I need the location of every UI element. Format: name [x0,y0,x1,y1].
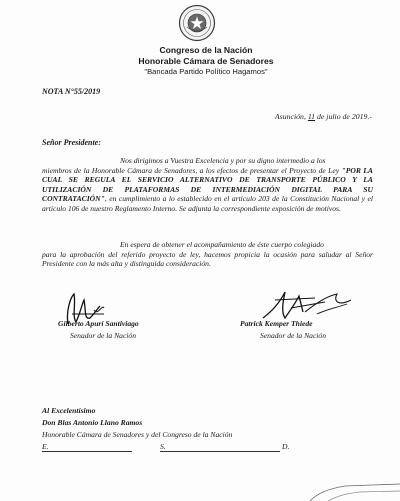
addressee-s-label: S. [160,442,280,452]
paragraph-1-body [42,166,373,214]
nota-label: NOTA N° [42,87,74,96]
paragraph-2 [42,240,373,269]
letterhead-party: "Bancada Partido Político Hagamos" [144,67,268,76]
date-day: 11 [307,112,316,121]
paragraph-2-rest: para la aprobación del referido proyecto de ley, hacemos propicia la ocasión para saludar al Señor Presidente con la más alta y distinguida consideración. [42,249,373,269]
nota-handwritten-number: 55 [73,87,82,96]
paragraph-1 [42,156,374,214]
addressee-honorific: Al Excelentísimo [42,406,96,415]
paragraph-1-rest: , en cumplimiento a lo establecido en el artículo 203 de la Constitución Nacional y el artículo 106 de nuestro Reglamento Interno. Se adjunta la correspondiente exposición de motivos. [42,194,373,213]
signatory-1-role: Senador de la Nación [70,331,137,340]
paragraph-2-first-line: En espera de obtener el acompañamiento de éste cuerpo colegiado [120,240,324,249]
letterhead-chamber: Honorable Cámara de Senadores [138,56,274,66]
salutation: Señor Presidente: [42,138,101,147]
letter-date [275,112,372,121]
signatory-1-name: Gilberto Apurí Santiviago [58,319,139,328]
addressee-e-label: E. [42,442,132,452]
paragraph-1-first-line: Nos dirigimos a Vuestra Excelencia y por su digno intermedio a los [120,156,326,165]
addressee-d-label: D. [282,442,290,451]
addressee-s [160,442,280,452]
paragraph-1-law-prefix: de Ley [318,165,342,175]
nota-number [42,87,100,96]
paragraph-1-line2: miembros de la Honorable Cámara de Senadores, a los efectos de presentar el Proyecto [42,165,317,175]
letterhead-congress: Congreso de la Nación [159,45,253,55]
received-stamp-fragment [300,482,400,501]
nota-year: /2019 [81,87,101,96]
signatory-2-name: Patrick Kemper Thiede [240,319,313,328]
addressee-d [282,442,289,451]
bill-title: "POR LA CUAL SE REGULA EL SERVICIO ALTERNATIVO DE TRANSPORTE PÚBLICO Y LA UTILIZACIÓN DE PLATAFORMAS DE INTERMEDIACIÓN DIGITAL PARA SU CONTRATACIÓN" [42,165,374,204]
addressee-name: Don Blas Antonio Llano Ramos [42,418,143,427]
addressee-e [42,442,132,452]
date-prefix: Asunción, [274,112,306,121]
signatory-2-role: Senador de la Nación [260,331,327,340]
addressee-institution: Honorable Cámara de Senadores y del Congreso de la Nación [42,430,233,439]
date-rest: de julio de 2019.- [316,112,372,121]
senate-seal-icon [178,4,216,42]
